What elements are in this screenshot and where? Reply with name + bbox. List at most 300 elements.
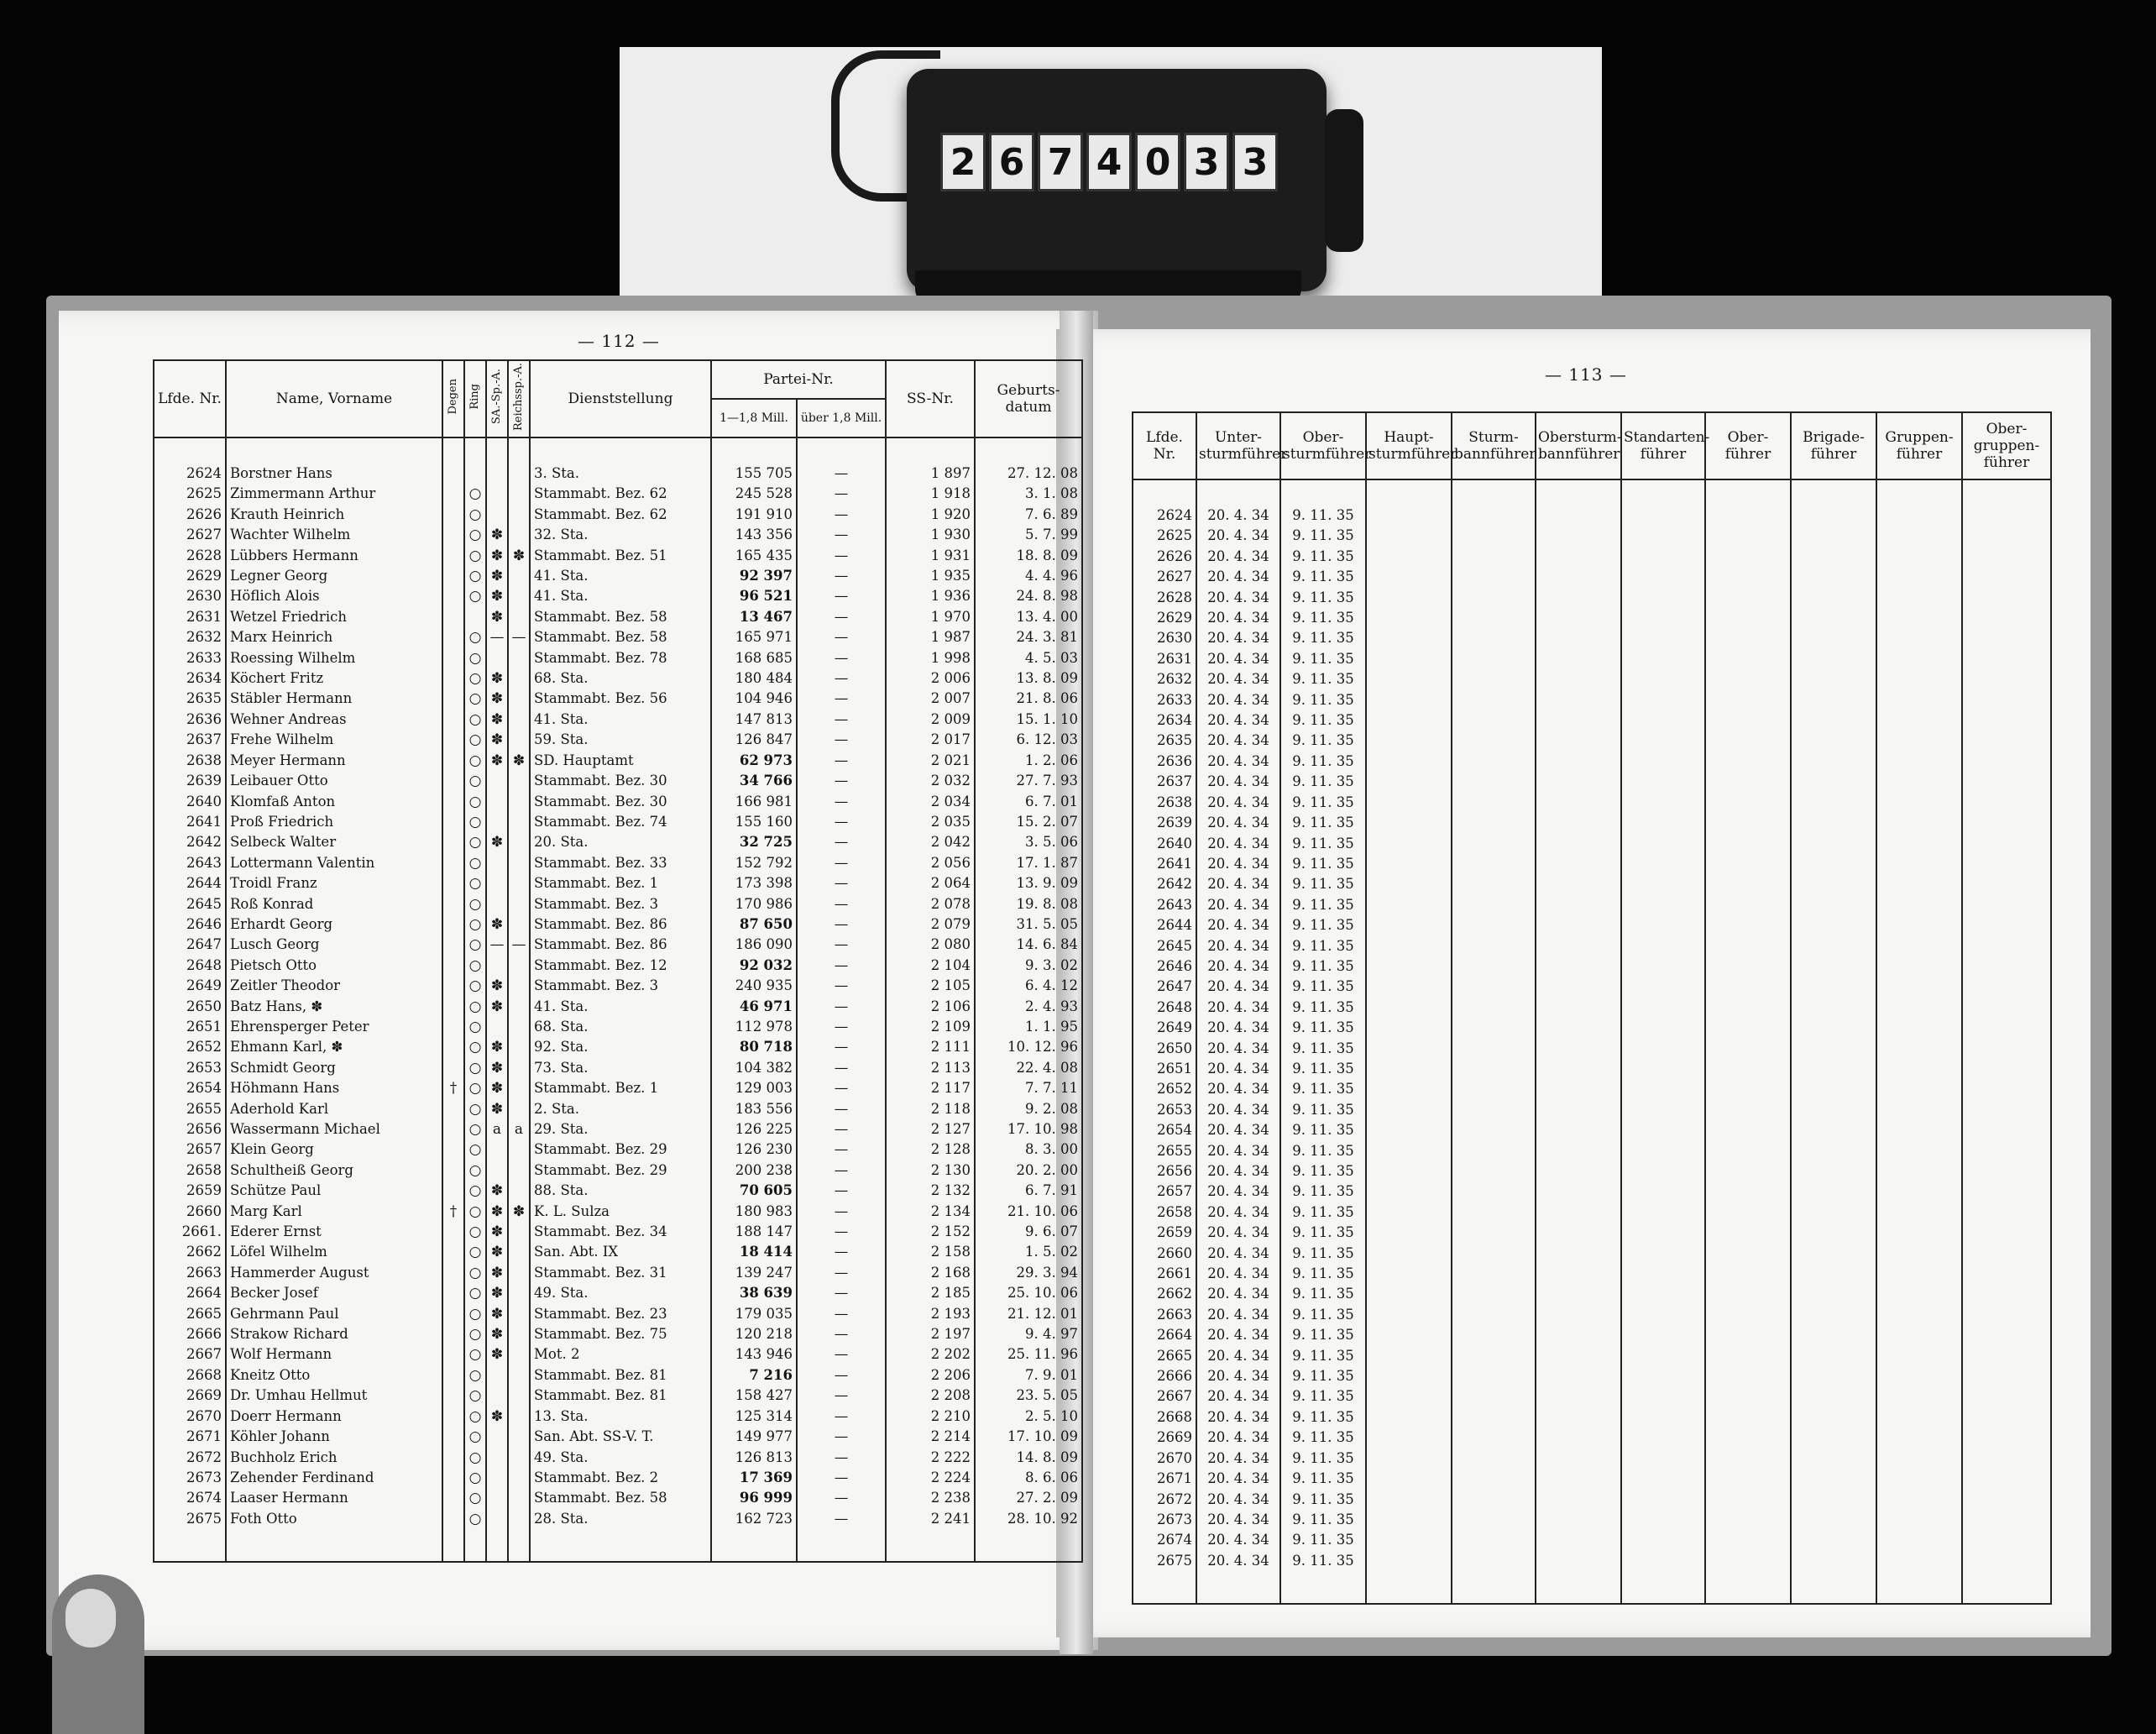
row-empty-rank bbox=[1621, 956, 1705, 977]
row-untersturmfuehrer: 20. 4. 34 bbox=[1196, 669, 1280, 689]
row-obersturmfuehrer: 9. 11. 35 bbox=[1280, 649, 1366, 669]
row-untersturmfuehrer: 20. 4. 34 bbox=[1196, 1264, 1280, 1284]
row-empty-rank bbox=[1536, 1551, 1621, 1571]
row-number: 2674 bbox=[154, 1488, 226, 1508]
row-empty-rank bbox=[1536, 1510, 1621, 1530]
row-untersturmfuehrer: 20. 4. 34 bbox=[1196, 506, 1280, 526]
row-untersturmfuehrer: 20. 4. 34 bbox=[1196, 1141, 1280, 1161]
row-obersturmfuehrer: 9. 11. 35 bbox=[1280, 956, 1366, 977]
row-ring-mark: ○ bbox=[464, 1037, 486, 1057]
row-number: 2657 bbox=[154, 1139, 226, 1160]
row-ss-nr: 2 104 bbox=[886, 956, 975, 976]
row-name: Ederer Ernst bbox=[226, 1222, 442, 1242]
row-ring-mark: ○ bbox=[464, 1202, 486, 1222]
row-empty-rank bbox=[1705, 813, 1791, 833]
row-number: 2670 bbox=[154, 1407, 226, 1427]
table-row bbox=[154, 914, 1082, 935]
row-degen-mark bbox=[442, 1427, 464, 1447]
row-sa-mark bbox=[486, 1427, 508, 1447]
row-empty-rank bbox=[1876, 854, 1962, 874]
row-empty-rank bbox=[1452, 772, 1536, 792]
row-empty-rank bbox=[1791, 998, 1876, 1018]
table-row bbox=[154, 1017, 1082, 1037]
row-empty-rank bbox=[1876, 1510, 1962, 1530]
end-cell bbox=[226, 1529, 442, 1562]
row-empty-rank bbox=[1366, 834, 1452, 854]
row-empty-rank bbox=[1452, 1346, 1536, 1366]
row-empty-rank bbox=[1791, 1346, 1876, 1366]
counter-digit: 0 bbox=[1135, 133, 1180, 191]
row-sa-mark bbox=[486, 464, 508, 484]
end-cell bbox=[886, 1529, 975, 1562]
row-untersturmfuehrer: 20. 4. 34 bbox=[1196, 854, 1280, 874]
table-row bbox=[154, 586, 1082, 606]
row-number: 2654 bbox=[154, 1078, 226, 1098]
row-empty-rank bbox=[1791, 752, 1876, 772]
row-degen-mark bbox=[442, 976, 464, 996]
row-untersturmfuehrer: 20. 4. 34 bbox=[1196, 1469, 1280, 1489]
row-obersturmfuehrer: 9. 11. 35 bbox=[1280, 526, 1366, 546]
row-partei-high: — bbox=[797, 1344, 886, 1365]
row-ss-nr: 2 009 bbox=[886, 710, 975, 730]
row-ss-nr: 2 105 bbox=[886, 976, 975, 996]
row-reichssp-mark bbox=[508, 873, 530, 893]
table-row bbox=[154, 935, 1082, 955]
row-ring-mark: ○ bbox=[464, 1119, 486, 1139]
row-empty-rank bbox=[1452, 526, 1536, 546]
row-degen-mark bbox=[442, 607, 464, 627]
row-obersturmfuehrer: 9. 11. 35 bbox=[1280, 1490, 1366, 1510]
row-name: Schmidt Georg bbox=[226, 1058, 442, 1078]
row-obersturmfuehrer: 9. 11. 35 bbox=[1280, 854, 1366, 874]
row-partei-high: — bbox=[797, 1283, 886, 1303]
row-sa-mark: ✽ bbox=[486, 1324, 508, 1344]
row-number: 2653 bbox=[154, 1058, 226, 1078]
row-reichssp-mark: ✽ bbox=[508, 546, 530, 566]
row-sa-mark: — bbox=[486, 935, 508, 955]
row-partei-high: — bbox=[797, 832, 886, 852]
row-name: Laaser Hermann bbox=[226, 1488, 442, 1508]
row-empty-rank bbox=[1366, 1490, 1452, 1510]
row-partei-high: — bbox=[797, 1468, 886, 1488]
row-ring-mark: ○ bbox=[464, 1283, 486, 1303]
row-number: 2655 bbox=[1133, 1141, 1196, 1161]
row-empty-rank bbox=[1452, 1407, 1536, 1428]
row-partei-low: 166 981 bbox=[711, 792, 797, 812]
row-empty-rank bbox=[1705, 1448, 1791, 1469]
row-empty-rank bbox=[1876, 1305, 1962, 1325]
row-empty-rank bbox=[1366, 1510, 1452, 1530]
row-ring-mark: ○ bbox=[464, 976, 486, 996]
row-sa-mark bbox=[486, 505, 508, 525]
row-geburtsdatum: 9. 4. 97 bbox=[975, 1324, 1082, 1344]
row-empty-rank bbox=[1876, 793, 1962, 813]
row-empty-rank bbox=[1962, 752, 2051, 772]
row-reichssp-mark bbox=[508, 1448, 530, 1468]
row-obersturmfuehrer: 9. 11. 35 bbox=[1280, 1018, 1366, 1038]
table-row bbox=[1133, 895, 2051, 915]
row-sa-mark bbox=[486, 853, 508, 873]
table-row bbox=[1133, 1079, 2051, 1099]
right-header-cell: Obersturm-bannführer bbox=[1536, 412, 1621, 479]
row-ring-mark: ○ bbox=[464, 1078, 486, 1098]
end-cell bbox=[530, 1529, 711, 1562]
row-number: 2650 bbox=[154, 997, 226, 1017]
row-empty-rank bbox=[1705, 752, 1791, 772]
row-empty-rank bbox=[1876, 1469, 1962, 1489]
row-empty-rank bbox=[1366, 608, 1452, 628]
row-partei-low: 112 978 bbox=[711, 1017, 797, 1037]
table-row bbox=[154, 812, 1082, 832]
row-reichssp-mark bbox=[508, 1365, 530, 1386]
row-empty-rank bbox=[1791, 1244, 1876, 1264]
row-partei-low: 165 971 bbox=[711, 627, 797, 647]
table-row bbox=[1133, 1407, 2051, 1428]
row-dienststellung: Stammabt. Bez. 86 bbox=[530, 935, 711, 955]
row-sa-mark: ✽ bbox=[486, 566, 508, 586]
row-obersturmfuehrer: 9. 11. 35 bbox=[1280, 1264, 1366, 1284]
row-empty-rank bbox=[1621, 567, 1705, 587]
row-empty-rank bbox=[1791, 956, 1876, 977]
row-empty-rank bbox=[1962, 1264, 2051, 1284]
row-number: 2641 bbox=[154, 812, 226, 832]
table-row bbox=[154, 1407, 1082, 1427]
row-empty-rank bbox=[1705, 526, 1791, 546]
row-ring-mark: ○ bbox=[464, 751, 486, 771]
row-degen-mark bbox=[442, 894, 464, 914]
table-row bbox=[154, 1078, 1082, 1098]
right-header-cell: Brigade-führer bbox=[1791, 412, 1876, 479]
row-empty-rank bbox=[1621, 1346, 1705, 1366]
row-empty-rank bbox=[1962, 1530, 2051, 1550]
row-number: 2652 bbox=[154, 1037, 226, 1057]
table-row bbox=[1133, 588, 2051, 608]
row-obersturmfuehrer: 9. 11. 35 bbox=[1280, 669, 1366, 689]
row-number: 2638 bbox=[1133, 793, 1196, 813]
row-empty-rank bbox=[1876, 1366, 1962, 1386]
row-empty-rank bbox=[1536, 669, 1621, 689]
row-partei-low: 17 369 bbox=[711, 1468, 797, 1488]
row-number: 2635 bbox=[154, 689, 226, 709]
row-partei-low: 147 813 bbox=[711, 710, 797, 730]
table-row bbox=[154, 668, 1082, 689]
header-partei-nr: Partei-Nr. bbox=[711, 360, 886, 399]
row-empty-rank bbox=[1452, 628, 1536, 648]
row-empty-rank bbox=[1452, 1510, 1536, 1530]
row-name: Köhler Johann bbox=[226, 1427, 442, 1447]
row-ring-mark: ○ bbox=[464, 771, 486, 791]
row-empty-rank bbox=[1621, 710, 1705, 731]
row-empty-rank bbox=[1366, 1181, 1452, 1202]
row-untersturmfuehrer: 20. 4. 34 bbox=[1196, 793, 1280, 813]
row-empty-rank bbox=[1452, 1530, 1536, 1550]
row-geburtsdatum: 10. 12. 96 bbox=[975, 1037, 1082, 1057]
row-empty-rank bbox=[1621, 628, 1705, 648]
table-row bbox=[154, 1181, 1082, 1201]
end-cell bbox=[1791, 1571, 1876, 1604]
row-ss-nr: 2 193 bbox=[886, 1304, 975, 1324]
row-number: 2624 bbox=[154, 464, 226, 484]
row-degen-mark bbox=[442, 1242, 464, 1262]
row-empty-rank bbox=[1366, 526, 1452, 546]
row-name: Lottermann Valentin bbox=[226, 853, 442, 873]
row-dienststellung: Mot. 2 bbox=[530, 1344, 711, 1365]
row-empty-rank bbox=[1452, 1141, 1536, 1161]
right-ledger-table bbox=[1132, 411, 2052, 1605]
row-number: 2673 bbox=[1133, 1510, 1196, 1530]
row-partei-high: — bbox=[797, 1202, 886, 1222]
row-empty-rank bbox=[1791, 547, 1876, 567]
row-ss-nr: 2 080 bbox=[886, 935, 975, 955]
row-geburtsdatum: 18. 8. 09 bbox=[975, 546, 1082, 566]
row-empty-rank bbox=[1962, 895, 2051, 915]
row-dienststellung: Stammabt. Bez. 1 bbox=[530, 1078, 711, 1098]
row-number: 2667 bbox=[154, 1344, 226, 1365]
row-empty-rank bbox=[1452, 588, 1536, 608]
row-reichssp-mark bbox=[508, 914, 530, 935]
table-row bbox=[1133, 793, 2051, 813]
row-empty-rank bbox=[1705, 1325, 1791, 1345]
row-partei-low: 200 238 bbox=[711, 1160, 797, 1181]
row-sa-mark bbox=[486, 1468, 508, 1488]
row-empty-rank bbox=[1705, 731, 1791, 751]
row-sa-mark: ✽ bbox=[486, 1181, 508, 1201]
row-empty-rank bbox=[1452, 1059, 1536, 1079]
row-number: 2626 bbox=[1133, 547, 1196, 567]
row-degen-mark bbox=[442, 505, 464, 525]
row-empty-rank bbox=[1621, 998, 1705, 1018]
row-number: 2670 bbox=[1133, 1448, 1196, 1469]
row-number: 2671 bbox=[154, 1427, 226, 1447]
row-partei-low: 158 427 bbox=[711, 1386, 797, 1406]
row-partei-low: 92 397 bbox=[711, 566, 797, 586]
row-empty-rank bbox=[1876, 1346, 1962, 1366]
row-number: 2665 bbox=[154, 1304, 226, 1324]
row-number: 2661. bbox=[154, 1222, 226, 1242]
row-empty-rank bbox=[1621, 1161, 1705, 1181]
table-row bbox=[1133, 1428, 2051, 1448]
left-page-number: — 112 — bbox=[578, 331, 660, 351]
row-empty-rank bbox=[1962, 1100, 2051, 1120]
row-empty-rank bbox=[1705, 1039, 1791, 1059]
row-partei-low: 180 983 bbox=[711, 1202, 797, 1222]
row-ring-mark: ○ bbox=[464, 1099, 486, 1119]
row-ss-nr: 2 117 bbox=[886, 1078, 975, 1098]
row-empty-rank bbox=[1962, 567, 2051, 587]
row-obersturmfuehrer: 9. 11. 35 bbox=[1280, 1284, 1366, 1304]
row-empty-rank bbox=[1705, 669, 1791, 689]
row-empty-rank bbox=[1876, 752, 1962, 772]
row-partei-low: 70 605 bbox=[711, 1181, 797, 1201]
row-partei-low: 126 847 bbox=[711, 730, 797, 750]
row-degen-mark bbox=[442, 771, 464, 791]
row-empty-rank bbox=[1536, 608, 1621, 628]
row-geburtsdatum: 28. 10. 92 bbox=[975, 1509, 1082, 1529]
row-obersturmfuehrer: 9. 11. 35 bbox=[1280, 1181, 1366, 1202]
table-row bbox=[154, 1324, 1082, 1344]
row-number: 2643 bbox=[1133, 895, 1196, 915]
row-number: 2626 bbox=[154, 505, 226, 525]
row-empty-rank bbox=[1366, 1530, 1452, 1550]
row-geburtsdatum: 7. 9. 01 bbox=[975, 1365, 1082, 1386]
row-geburtsdatum: 6. 7. 01 bbox=[975, 792, 1082, 812]
row-reichssp-mark bbox=[508, 1509, 530, 1529]
row-dienststellung: 92. Sta. bbox=[530, 1037, 711, 1057]
row-degen-mark bbox=[442, 668, 464, 689]
row-number: 2664 bbox=[1133, 1325, 1196, 1345]
row-empty-rank bbox=[1621, 1181, 1705, 1202]
row-empty-rank bbox=[1876, 567, 1962, 587]
row-empty-rank bbox=[1366, 567, 1452, 587]
row-obersturmfuehrer: 9. 11. 35 bbox=[1280, 1244, 1366, 1264]
table-spacer-row bbox=[1133, 479, 2051, 506]
row-number: 2637 bbox=[154, 730, 226, 750]
row-name: Doerr Hermann bbox=[226, 1407, 442, 1427]
table-spacer-row bbox=[154, 437, 1082, 464]
row-empty-rank bbox=[1962, 547, 2051, 567]
row-empty-rank bbox=[1452, 1366, 1536, 1386]
row-obersturmfuehrer: 9. 11. 35 bbox=[1280, 1325, 1366, 1345]
table-row bbox=[1133, 1386, 2051, 1407]
row-empty-rank bbox=[1452, 1079, 1536, 1099]
row-ss-nr: 2 017 bbox=[886, 730, 975, 750]
row-obersturmfuehrer: 9. 11. 35 bbox=[1280, 1448, 1366, 1469]
row-empty-rank bbox=[1791, 1223, 1876, 1243]
row-ring-mark: ○ bbox=[464, 730, 486, 750]
spacer-cell bbox=[1452, 479, 1536, 506]
row-dienststellung: San. Abt. SS-V. T. bbox=[530, 1427, 711, 1447]
row-geburtsdatum: 14. 6. 84 bbox=[975, 935, 1082, 955]
row-empty-rank bbox=[1366, 588, 1452, 608]
table-row bbox=[1133, 772, 2051, 792]
table-row bbox=[1133, 752, 2051, 772]
row-empty-rank bbox=[1876, 1018, 1962, 1038]
row-empty-rank bbox=[1791, 772, 1876, 792]
row-empty-rank bbox=[1705, 1120, 1791, 1140]
row-ring-mark: ○ bbox=[464, 914, 486, 935]
row-degen-mark bbox=[442, 586, 464, 606]
row-empty-rank bbox=[1705, 1366, 1791, 1386]
row-empty-rank bbox=[1876, 977, 1962, 997]
row-partei-high: — bbox=[797, 1099, 886, 1119]
table-row bbox=[154, 1058, 1082, 1078]
row-empty-rank bbox=[1452, 1305, 1536, 1325]
spacer-cell bbox=[1705, 479, 1791, 506]
row-sa-mark: ✽ bbox=[486, 730, 508, 750]
row-untersturmfuehrer: 20. 4. 34 bbox=[1196, 547, 1280, 567]
row-empty-rank bbox=[1366, 1346, 1452, 1366]
row-empty-rank bbox=[1366, 1161, 1452, 1181]
row-geburtsdatum: 9. 6. 07 bbox=[975, 1222, 1082, 1242]
right-ledger-header bbox=[1133, 412, 2051, 479]
row-empty-rank bbox=[1536, 1223, 1621, 1243]
row-ss-nr: 2 152 bbox=[886, 1222, 975, 1242]
row-degen-mark bbox=[442, 832, 464, 852]
row-empty-rank bbox=[1536, 1120, 1621, 1140]
row-partei-high: — bbox=[797, 792, 886, 812]
row-obersturmfuehrer: 9. 11. 35 bbox=[1280, 895, 1366, 915]
row-obersturmfuehrer: 9. 11. 35 bbox=[1280, 1120, 1366, 1140]
row-reichssp-mark bbox=[508, 1386, 530, 1406]
row-ring-mark: ○ bbox=[464, 689, 486, 709]
row-untersturmfuehrer: 20. 4. 34 bbox=[1196, 874, 1280, 894]
row-degen-mark: † bbox=[442, 1202, 464, 1222]
row-name: Zimmermann Arthur bbox=[226, 484, 442, 504]
row-ss-nr: 2 222 bbox=[886, 1448, 975, 1468]
row-number: 2662 bbox=[154, 1242, 226, 1262]
table-row bbox=[154, 1427, 1082, 1447]
row-empty-rank bbox=[1366, 1325, 1452, 1345]
row-empty-rank bbox=[1876, 1448, 1962, 1469]
row-ring-mark: ○ bbox=[464, 812, 486, 832]
row-degen-mark bbox=[442, 1099, 464, 1119]
row-empty-rank bbox=[1366, 1223, 1452, 1243]
row-ring-mark: ○ bbox=[464, 956, 486, 976]
header-name: Name, Vorname bbox=[226, 360, 442, 437]
row-degen-mark bbox=[442, 1344, 464, 1365]
row-reichssp-mark bbox=[508, 1160, 530, 1181]
row-empty-rank bbox=[1791, 1079, 1876, 1099]
row-degen-mark bbox=[442, 484, 464, 504]
row-untersturmfuehrer: 20. 4. 34 bbox=[1196, 1120, 1280, 1140]
row-geburtsdatum: 31. 5. 05 bbox=[975, 914, 1082, 935]
header-ring-label: Ring bbox=[468, 384, 481, 410]
row-empty-rank bbox=[1791, 1039, 1876, 1059]
row-number: 2646 bbox=[154, 914, 226, 935]
row-number: 2628 bbox=[154, 546, 226, 566]
row-partei-high: — bbox=[797, 1386, 886, 1406]
row-empty-rank bbox=[1366, 506, 1452, 526]
row-reichssp-mark bbox=[508, 525, 530, 545]
header-partei-high: über 1,8 Mill. bbox=[797, 399, 886, 437]
row-sa-mark: ✽ bbox=[486, 1222, 508, 1242]
row-degen-mark bbox=[442, 627, 464, 647]
row-obersturmfuehrer: 9. 11. 35 bbox=[1280, 1469, 1366, 1489]
row-untersturmfuehrer: 20. 4. 34 bbox=[1196, 628, 1280, 648]
row-empty-rank bbox=[1705, 1386, 1791, 1407]
row-empty-rank bbox=[1791, 793, 1876, 813]
counter-digits bbox=[940, 133, 1278, 191]
row-empty-rank bbox=[1962, 506, 2051, 526]
table-row bbox=[1133, 956, 2051, 977]
end-cell bbox=[486, 1529, 508, 1562]
row-empty-rank bbox=[1791, 608, 1876, 628]
row-empty-rank bbox=[1452, 1120, 1536, 1140]
row-ring-mark: ○ bbox=[464, 1181, 486, 1201]
row-untersturmfuehrer: 20. 4. 34 bbox=[1196, 567, 1280, 587]
counter-digit: 6 bbox=[989, 133, 1034, 191]
table-row bbox=[1133, 1244, 2051, 1264]
row-number: 2673 bbox=[154, 1468, 226, 1488]
row-sa-mark: ✽ bbox=[486, 1263, 508, 1283]
table-row bbox=[154, 484, 1082, 504]
row-partei-high: — bbox=[797, 1017, 886, 1037]
row-untersturmfuehrer: 20. 4. 34 bbox=[1196, 710, 1280, 731]
row-ss-nr: 2 130 bbox=[886, 1160, 975, 1181]
row-dienststellung: Stammabt. Bez. 31 bbox=[530, 1263, 711, 1283]
row-partei-high: — bbox=[797, 464, 886, 484]
table-row bbox=[1133, 710, 2051, 731]
row-empty-rank bbox=[1705, 956, 1791, 977]
row-untersturmfuehrer: 20. 4. 34 bbox=[1196, 526, 1280, 546]
row-empty-rank bbox=[1705, 690, 1791, 710]
spacer-cell bbox=[1133, 479, 1196, 506]
spacer-cell bbox=[1962, 479, 2051, 506]
row-geburtsdatum: 1. 2. 06 bbox=[975, 751, 1082, 771]
row-empty-rank bbox=[1791, 1490, 1876, 1510]
row-degen-mark bbox=[442, 1407, 464, 1427]
row-empty-rank bbox=[1791, 1428, 1876, 1448]
